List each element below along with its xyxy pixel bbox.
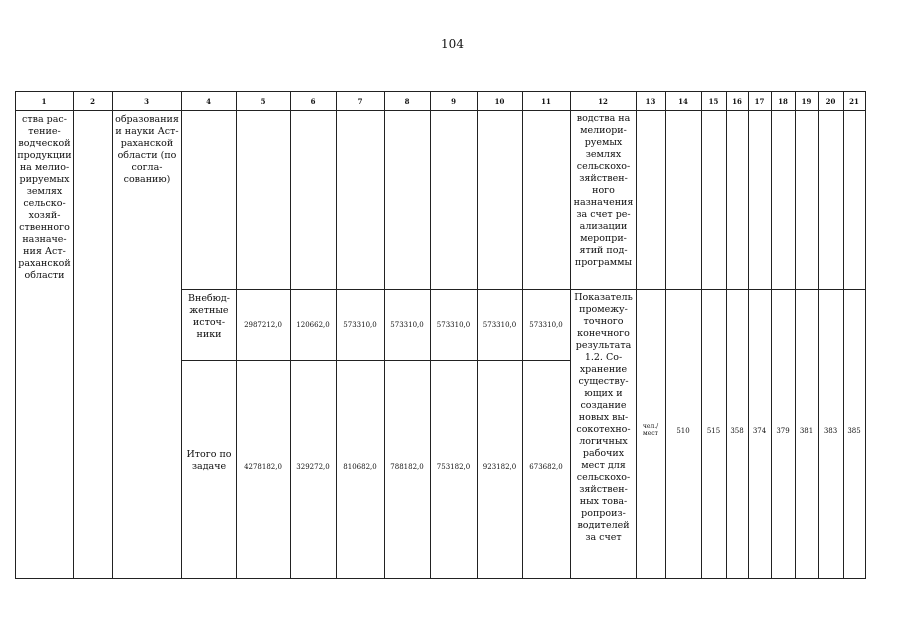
total-label: Итого по задаче: [186, 449, 232, 472]
funding-source-label: Внебюджетные источники: [188, 293, 230, 340]
header-cell: 12: [598, 96, 608, 106]
budget-value: 573310,0: [390, 321, 424, 329]
total-value: 923182,0: [482, 463, 517, 471]
total-value: 753182,0: [436, 463, 471, 471]
col-border-15: [726, 91, 727, 579]
total-value: 673682,0: [529, 463, 563, 471]
row-separator-budget-bottom: [181, 360, 570, 361]
total-value: 810682,0: [343, 463, 377, 471]
indicator-description-bottom: Показатель промежуточного конечного результата 1.2. Сохранение существующих и создание новых высокотехнологичных рабочих мест для сельскохозяйственных товаропроизводителей за счет: [574, 292, 633, 543]
indicator-value: 381: [799, 427, 814, 435]
indicator-unit: чел./мест: [642, 423, 659, 437]
col-border-17: [771, 91, 772, 579]
header-cell: 14: [678, 96, 688, 106]
col-border-8: [430, 91, 431, 579]
task-description: ства растениеводческой продукции на мелиорируемых землях сельскохозяйственного назначения Астраханской области: [17, 114, 72, 281]
header-bottom-border: [15, 110, 866, 111]
col-border-3: [181, 91, 182, 579]
header-cell: 2: [90, 96, 95, 106]
row-separator-budget-top: [181, 289, 636, 290]
col-border-9: [477, 91, 478, 579]
header-cell: 4: [206, 96, 211, 106]
col-border-12: [636, 91, 637, 579]
col-border-2: [112, 91, 113, 579]
col-border-1: [73, 91, 74, 579]
col-border-16: [748, 91, 749, 579]
total-value: 4278182,0: [244, 463, 282, 471]
budget-value: 573310,0: [436, 321, 471, 329]
header-cell: 20: [825, 96, 836, 106]
col-border-21: [865, 91, 866, 579]
header-cell: 15: [708, 96, 719, 106]
header-cell: 13: [645, 96, 656, 106]
col-border-7: [384, 91, 385, 579]
header-cell: 1: [41, 96, 47, 106]
col-border-5: [290, 91, 291, 579]
total-value: 329272,0: [296, 463, 330, 471]
indicator-value: 374: [752, 427, 767, 435]
col-border-19: [818, 91, 819, 579]
col-border-18: [795, 91, 796, 579]
indicator-description-top: водства на мелиорируемых землях сельскохозяйственного назначения за счет реализации мероприятий подпрограммы: [573, 113, 634, 268]
indicator-value: 515: [706, 427, 721, 435]
header-cell: 9: [451, 96, 456, 106]
indicator-value: 510: [676, 427, 690, 435]
total-value: 788182,0: [390, 463, 424, 471]
col-border-10: [522, 91, 523, 579]
budget-value: 573310,0: [482, 321, 517, 329]
col-border-20: [843, 91, 844, 579]
budget-value: 2987212,0: [244, 321, 282, 329]
indicator-value: 383: [823, 427, 838, 435]
page-number: 104: [441, 37, 464, 51]
indicator-value: 358: [730, 427, 744, 435]
col-border-4: [236, 91, 237, 579]
budget-value: 573310,0: [529, 321, 563, 329]
table-top-border: [15, 91, 866, 92]
col-border-6: [336, 91, 337, 579]
budget-value: 573310,0: [343, 321, 377, 329]
header-cell: 11: [541, 96, 551, 106]
header-cell: 3: [144, 96, 149, 106]
header-cell: 6: [310, 96, 316, 106]
header-cell: 16: [732, 96, 742, 106]
indicator-value: 379: [776, 427, 790, 435]
co-executor: образования и науки Астраханской области (по согласованию): [115, 114, 179, 185]
header-cell: 8: [404, 96, 410, 106]
header-cell: 5: [260, 96, 266, 106]
col-border-14: [701, 91, 702, 579]
row-separator-right-top: [636, 289, 866, 290]
header-cell: 7: [357, 96, 363, 106]
budget-value: 120662,0: [296, 321, 330, 329]
header-cell: 17: [754, 96, 765, 106]
col-border-11: [570, 91, 571, 579]
header-cell: 21: [849, 96, 859, 106]
col-border-13: [665, 91, 666, 579]
col-border-0: [15, 91, 16, 579]
table-bottom-border: [15, 578, 866, 579]
indicator-value: 385: [847, 427, 861, 435]
header-cell: 18: [778, 96, 788, 106]
header-cell: 19: [801, 96, 812, 106]
header-cell: 10: [494, 96, 505, 106]
